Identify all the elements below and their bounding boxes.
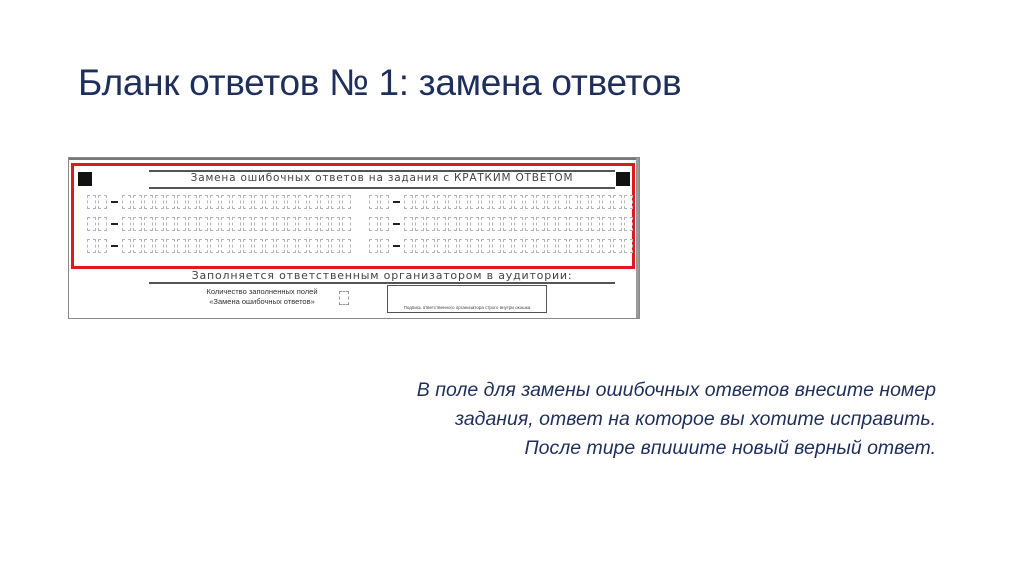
answer-replacement-row	[369, 239, 635, 253]
answer-cell	[426, 195, 435, 209]
answer-cell	[591, 217, 600, 231]
answer-cell	[591, 239, 600, 253]
answer-cell	[514, 217, 523, 231]
instruction-line-1: В поле для замены ошибочных ответов внесите номер	[416, 379, 936, 401]
answer-cell	[298, 195, 307, 209]
answer-cell	[298, 217, 307, 231]
answer-cell	[415, 217, 424, 231]
answer-cell	[415, 195, 424, 209]
answer-cell	[503, 195, 512, 209]
form-top-border	[69, 158, 639, 160]
signature-caption: Подпись ответственного организатора строго внутри окошка	[403, 305, 531, 310]
answer-cell	[503, 239, 512, 253]
answer-cell	[276, 195, 285, 209]
answer-cell	[580, 195, 589, 209]
answer-cell	[591, 195, 600, 209]
organizer-signature-box	[387, 285, 547, 313]
answer-cell	[437, 239, 446, 253]
answer-cell	[232, 239, 241, 253]
filled-fields-count-box	[339, 291, 349, 305]
answer-cell	[188, 239, 197, 253]
answer-cell	[320, 195, 329, 209]
answer-cell	[309, 195, 318, 209]
answer-cell	[265, 239, 274, 253]
instruction-line-3: После тире впишите новый верный ответ.	[524, 437, 936, 459]
answer-cell	[232, 217, 241, 231]
answer-cell	[122, 217, 131, 231]
answer-cell	[331, 195, 340, 209]
answer-cell	[188, 195, 197, 209]
answer-cell	[155, 217, 164, 231]
answer-cell	[569, 195, 578, 209]
answer-cell	[459, 217, 468, 231]
answer-cell	[166, 239, 175, 253]
answer-cell	[199, 217, 208, 231]
answer-cell	[155, 195, 164, 209]
answer-cell	[492, 217, 501, 231]
answer-replacement-row	[369, 195, 635, 209]
answer-cell	[514, 195, 523, 209]
answer-cell	[221, 195, 230, 209]
dash-separator	[393, 201, 400, 203]
answer-cell	[320, 239, 329, 253]
answer-cell	[437, 217, 446, 231]
answer-cell	[177, 217, 186, 231]
dash-separator	[393, 223, 400, 225]
answer-cell	[243, 239, 252, 253]
answer-cell	[470, 217, 479, 231]
answer-cell	[133, 217, 142, 231]
answer-cell	[287, 195, 296, 209]
answer-cell	[199, 195, 208, 209]
answer-cell	[613, 195, 622, 209]
answer-cell	[481, 195, 490, 209]
answer-cell	[276, 217, 285, 231]
answer-cell	[448, 239, 457, 253]
answer-cell	[602, 239, 611, 253]
answer-cell	[492, 195, 501, 209]
answer-cell	[426, 217, 435, 231]
answer-cell	[404, 239, 413, 253]
answer-cell	[415, 239, 424, 253]
task-number-cell	[380, 217, 389, 231]
answer-cell	[525, 195, 534, 209]
answer-cell	[243, 217, 252, 231]
answer-cell	[624, 239, 633, 253]
answer-cell	[122, 239, 131, 253]
answer-replacement-row	[87, 195, 353, 209]
answer-cell	[133, 195, 142, 209]
answer-cell	[404, 195, 413, 209]
answer-cell	[613, 239, 622, 253]
answer-cell	[602, 195, 611, 209]
answer-cell	[448, 217, 457, 231]
answer-cell	[547, 217, 556, 231]
answer-cell	[221, 239, 230, 253]
answer-cell	[210, 195, 219, 209]
slide-title: Бланк ответов № 1: замена ответов	[78, 62, 682, 103]
answer-cell	[254, 217, 263, 231]
task-number-cell	[98, 195, 107, 209]
answer-cell	[320, 217, 329, 231]
instruction-line-2: задания, ответ на которое вы хотите исправить.	[454, 408, 936, 430]
answer-cell	[602, 217, 611, 231]
answer-cell	[177, 239, 186, 253]
answer-cell	[470, 239, 479, 253]
form-edge-shadow	[636, 158, 639, 318]
answer-cell	[287, 217, 296, 231]
answer-cell	[287, 239, 296, 253]
answer-cell	[265, 195, 274, 209]
answer-cell	[569, 217, 578, 231]
task-number-cell	[380, 239, 389, 253]
alignment-marker-left	[78, 172, 92, 186]
instruction-text	[280, 376, 936, 463]
answer-cell	[503, 217, 512, 231]
answer-cell	[470, 195, 479, 209]
answer-cell	[254, 239, 263, 253]
answer-cell	[569, 239, 578, 253]
answer-cell	[144, 195, 153, 209]
answer-cell	[265, 217, 274, 231]
answer-cell	[331, 239, 340, 253]
answer-cell	[459, 195, 468, 209]
answer-cell	[155, 239, 164, 253]
answer-cell	[448, 195, 457, 209]
task-number-cell	[98, 217, 107, 231]
answer-replacement-row	[369, 217, 635, 231]
answer-cell	[558, 217, 567, 231]
count-label-line2: «Замена ошибочных ответов»	[209, 297, 315, 306]
answer-cell	[199, 239, 208, 253]
answer-cell	[342, 195, 351, 209]
answer-replacement-row	[87, 239, 353, 253]
task-number-cell	[87, 239, 96, 253]
answer-cell	[254, 195, 263, 209]
answer-cell	[210, 217, 219, 231]
answer-cell	[331, 217, 340, 231]
organizer-heading: Заполняется ответственным организатором в аудитории:	[191, 269, 573, 282]
answer-cell	[481, 239, 490, 253]
dash-separator	[393, 245, 400, 247]
answer-cell	[459, 239, 468, 253]
task-number-cell	[98, 239, 107, 253]
answer-cell	[558, 195, 567, 209]
answer-cell	[492, 239, 501, 253]
answer-cell	[547, 239, 556, 253]
answer-cell	[122, 195, 131, 209]
answer-cell	[298, 239, 307, 253]
answer-cell	[166, 195, 175, 209]
answer-cell	[613, 217, 622, 231]
answer-cell	[404, 217, 413, 231]
answer-cell	[514, 239, 523, 253]
organizer-rule	[149, 282, 615, 284]
count-label-line1: Количество заполненных полей	[206, 287, 318, 296]
dash-separator	[111, 223, 118, 225]
answer-form-excerpt	[68, 157, 640, 319]
answer-cell	[232, 195, 241, 209]
answer-cell	[580, 217, 589, 231]
answer-cell	[243, 195, 252, 209]
answer-cell	[276, 239, 285, 253]
answer-cell	[166, 217, 175, 231]
answer-cell	[309, 239, 318, 253]
answer-cell	[437, 195, 446, 209]
answer-cell	[525, 217, 534, 231]
answer-cell	[525, 239, 534, 253]
answer-cell	[210, 239, 219, 253]
answer-cell	[580, 239, 589, 253]
answer-cell	[133, 239, 142, 253]
answer-replacement-row	[87, 217, 353, 231]
dash-separator	[111, 201, 118, 203]
task-number-cell	[369, 195, 378, 209]
answer-cell	[547, 195, 556, 209]
answer-cell	[188, 217, 197, 231]
answer-cell	[481, 217, 490, 231]
heading-rule-bottom	[149, 187, 615, 189]
dash-separator	[111, 245, 118, 247]
task-number-cell	[87, 217, 96, 231]
alignment-marker-right	[616, 172, 630, 186]
answer-cell	[144, 217, 153, 231]
answer-cell	[342, 217, 351, 231]
task-number-cell	[87, 195, 96, 209]
task-number-cell	[380, 195, 389, 209]
answer-cell	[624, 195, 633, 209]
answer-cell	[177, 195, 186, 209]
answer-cell	[144, 239, 153, 253]
answer-cell	[536, 195, 545, 209]
answer-cell	[536, 217, 545, 231]
answer-cell	[309, 217, 318, 231]
answer-cell	[624, 217, 633, 231]
answer-cell	[342, 239, 351, 253]
task-number-cell	[369, 239, 378, 253]
answer-cell	[221, 217, 230, 231]
answer-cell	[426, 239, 435, 253]
filled-fields-count-label	[187, 287, 337, 307]
answer-cell	[558, 239, 567, 253]
replacement-heading: Замена ошибочных ответов на задания с КРАТКИМ ОТВЕТОМ	[190, 172, 574, 184]
answer-cell	[536, 239, 545, 253]
task-number-cell	[369, 217, 378, 231]
